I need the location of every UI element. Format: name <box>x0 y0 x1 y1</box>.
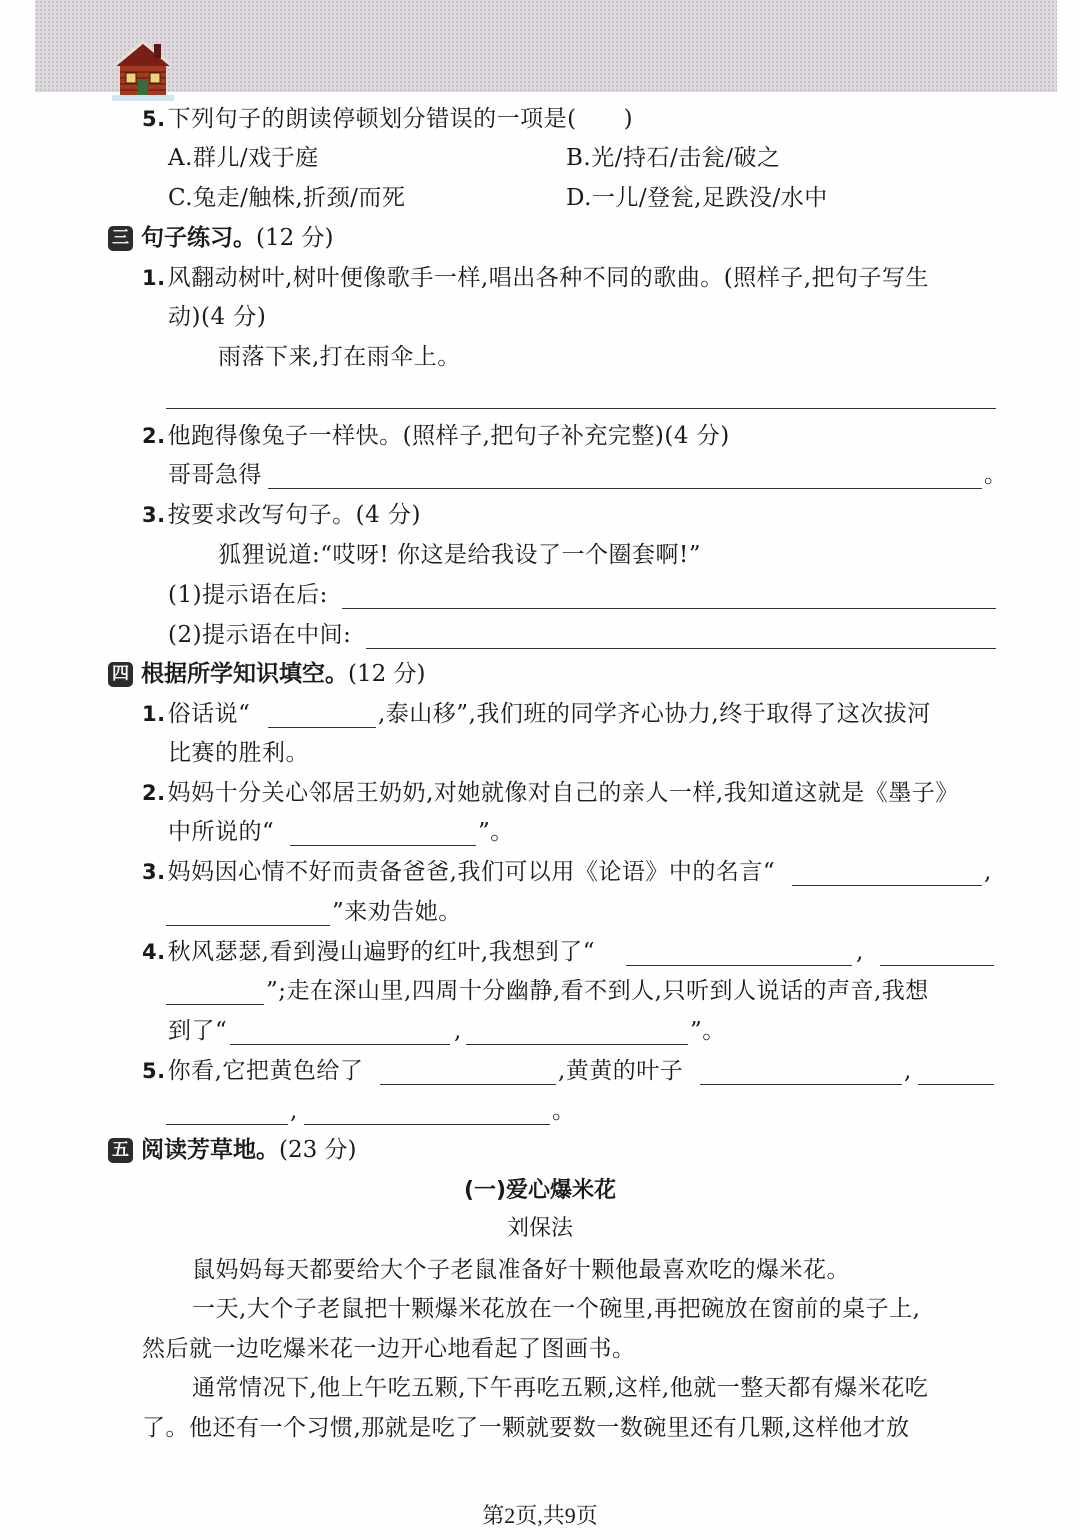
s3-q3-quote: 狐狸说道:“哎呀! 你这是给我设了一个圈套啊!” <box>218 542 702 568</box>
q5-option-d: D.一儿/登瓮,足跌没/水中 <box>566 185 828 211</box>
s3-q3-stem: 3.按要求改写句子。(4 分) <box>142 502 421 528</box>
s4-q5-b: ,黄黄的叶子 <box>558 1058 684 1084</box>
s3-q1-answer-line[interactable] <box>166 408 996 409</box>
s4-q3-blank1[interactable] <box>792 885 982 886</box>
s4-q4-c: ”;走在深山里,四周十分幽静,看不到人,只听到人说话的声音,我想 <box>266 978 929 1004</box>
s4-q1-blank[interactable] <box>268 727 376 728</box>
s4-q4-d: 到了“ <box>168 1018 228 1044</box>
s3-q2-prefix: 哥哥急得 <box>168 462 262 488</box>
s4-q4-e: , <box>454 1018 462 1044</box>
s4-q2-b: 中所说的“ <box>168 819 275 845</box>
s4-q5-blank3b[interactable] <box>166 1124 288 1125</box>
s3-q1-prompt: 雨落下来,打在雨伞上。 <box>218 344 461 370</box>
s4-q4-blank2b[interactable] <box>166 1004 264 1005</box>
s4-q5-a: 5.你看,它把黄色给了 <box>142 1058 364 1084</box>
s3-q3-sub1: (1)提示语在后: <box>168 582 328 608</box>
s3-q3-sub2: (2)提示语在中间: <box>168 622 352 648</box>
s4-q5-d: , <box>290 1098 298 1124</box>
passage-paragraph: 一天,大个子老鼠把十颗爆米花放在一个碗里,再把碗放在窗前的桌子上, <box>192 1296 921 1322</box>
s4-q5-blank2[interactable] <box>700 1084 902 1085</box>
s4-q4-f: ”。 <box>690 1018 726 1044</box>
section-4-heading: 四 根据所学知识填空。(12 分) <box>108 658 426 690</box>
s4-q4-blank3[interactable] <box>230 1044 450 1045</box>
s4-q4-blank2a[interactable] <box>880 965 994 966</box>
s4-q4-a: 4.秋风瑟瑟,看到漫山遍野的红叶,我想到了“ <box>142 939 595 965</box>
section-4-badge: 四 <box>108 662 133 687</box>
s3-q1-line1: 1.风翻动树叶,树叶便像歌手一样,唱出各种不同的歌曲。(照样子,把句子写生 <box>142 265 929 291</box>
house-icon <box>112 38 174 102</box>
s4-q5-blank4[interactable] <box>304 1124 550 1125</box>
q5-option-a: A.群儿/戏于庭 <box>168 145 319 171</box>
s4-q1-a: 1.俗话说“ <box>142 701 251 727</box>
section-5-heading: 五 阅读芳草地。(23 分) <box>108 1134 357 1166</box>
s4-q5-blank3a[interactable] <box>918 1084 994 1085</box>
s4-q3-c: ”来劝告她。 <box>332 899 462 925</box>
passage-paragraph: 鼠妈妈每天都要给大个子老鼠准备好十颗他最喜欢吃的爆米花。 <box>192 1257 850 1283</box>
s4-q5-e: 。 <box>552 1098 576 1124</box>
s4-q5-blank1[interactable] <box>380 1084 556 1085</box>
page-footer: 第2页,共9页 <box>482 1503 598 1528</box>
q5-stem: 5.下列句子的朗读停顿划分错误的一项是( ) <box>142 106 634 132</box>
s3-q3-sub1-answer-line[interactable] <box>342 608 996 609</box>
passage-paragraph: 然后就一边吃爆米花一边开心地看起了图画书。 <box>142 1336 636 1362</box>
s4-q1-b: ,泰山移”,我们班的同学齐心协力,终于取得了这次拔河 <box>378 701 931 727</box>
q5-number: 5. <box>142 107 166 131</box>
section-5-badge: 五 <box>108 1138 133 1163</box>
s4-q4-blank1[interactable] <box>626 965 852 966</box>
s4-q2-blank[interactable] <box>290 845 476 846</box>
section-3-heading: 三 句子练习。(12 分) <box>108 222 334 254</box>
section-3-badge: 三 <box>108 226 133 251</box>
s4-q2-c: ”。 <box>478 819 514 845</box>
s4-q5-c: , <box>904 1058 912 1084</box>
s3-q3-sub2-answer-line[interactable] <box>366 648 996 649</box>
s4-q4-blank4[interactable] <box>466 1044 688 1045</box>
s3-q2-stem: 2.他跑得像兔子一样快。(照样子,把句子补充完整)(4 分) <box>142 423 730 449</box>
s4-q3-a: 3.妈妈因心情不好而责备爸爸,我们可以用《论语》中的名言“ <box>142 859 776 885</box>
s4-q4-b: , <box>856 939 864 965</box>
passage-paragraph: 通常情况下,他上午吃五颗,下午再吃五颗,这样,他就一整天都有爆米花吃 <box>192 1375 929 1401</box>
s4-q1-c: 比赛的胜利。 <box>168 740 309 766</box>
s4-q3-blank2[interactable] <box>166 925 330 926</box>
s3-q1-line2: 动)(4 分) <box>168 304 267 330</box>
s3-q2-answer-line[interactable] <box>268 488 982 489</box>
s4-q2-a: 2.妈妈十分关心邻居王奶奶,对她就像对自己的亲人一样,我知道这就是《墨子》 <box>142 780 959 806</box>
passage-author: 刘保法 <box>506 1216 573 1241</box>
q5-option-c: C.兔走/触株,折颈/而死 <box>168 185 406 211</box>
s4-q3-b: , <box>984 859 992 885</box>
passage-title: (一)爱心爆米花 <box>463 1178 617 1203</box>
header-banner <box>35 0 1057 92</box>
s3-q2-suffix: 。 <box>984 462 1008 488</box>
passage-paragraph: 了。他还有一个习惯,那就是吃了一颗就要数一数碗里还有几颗,这样他才放 <box>142 1415 910 1441</box>
q5-option-b: B.光/持石/击瓮/破之 <box>566 145 781 171</box>
